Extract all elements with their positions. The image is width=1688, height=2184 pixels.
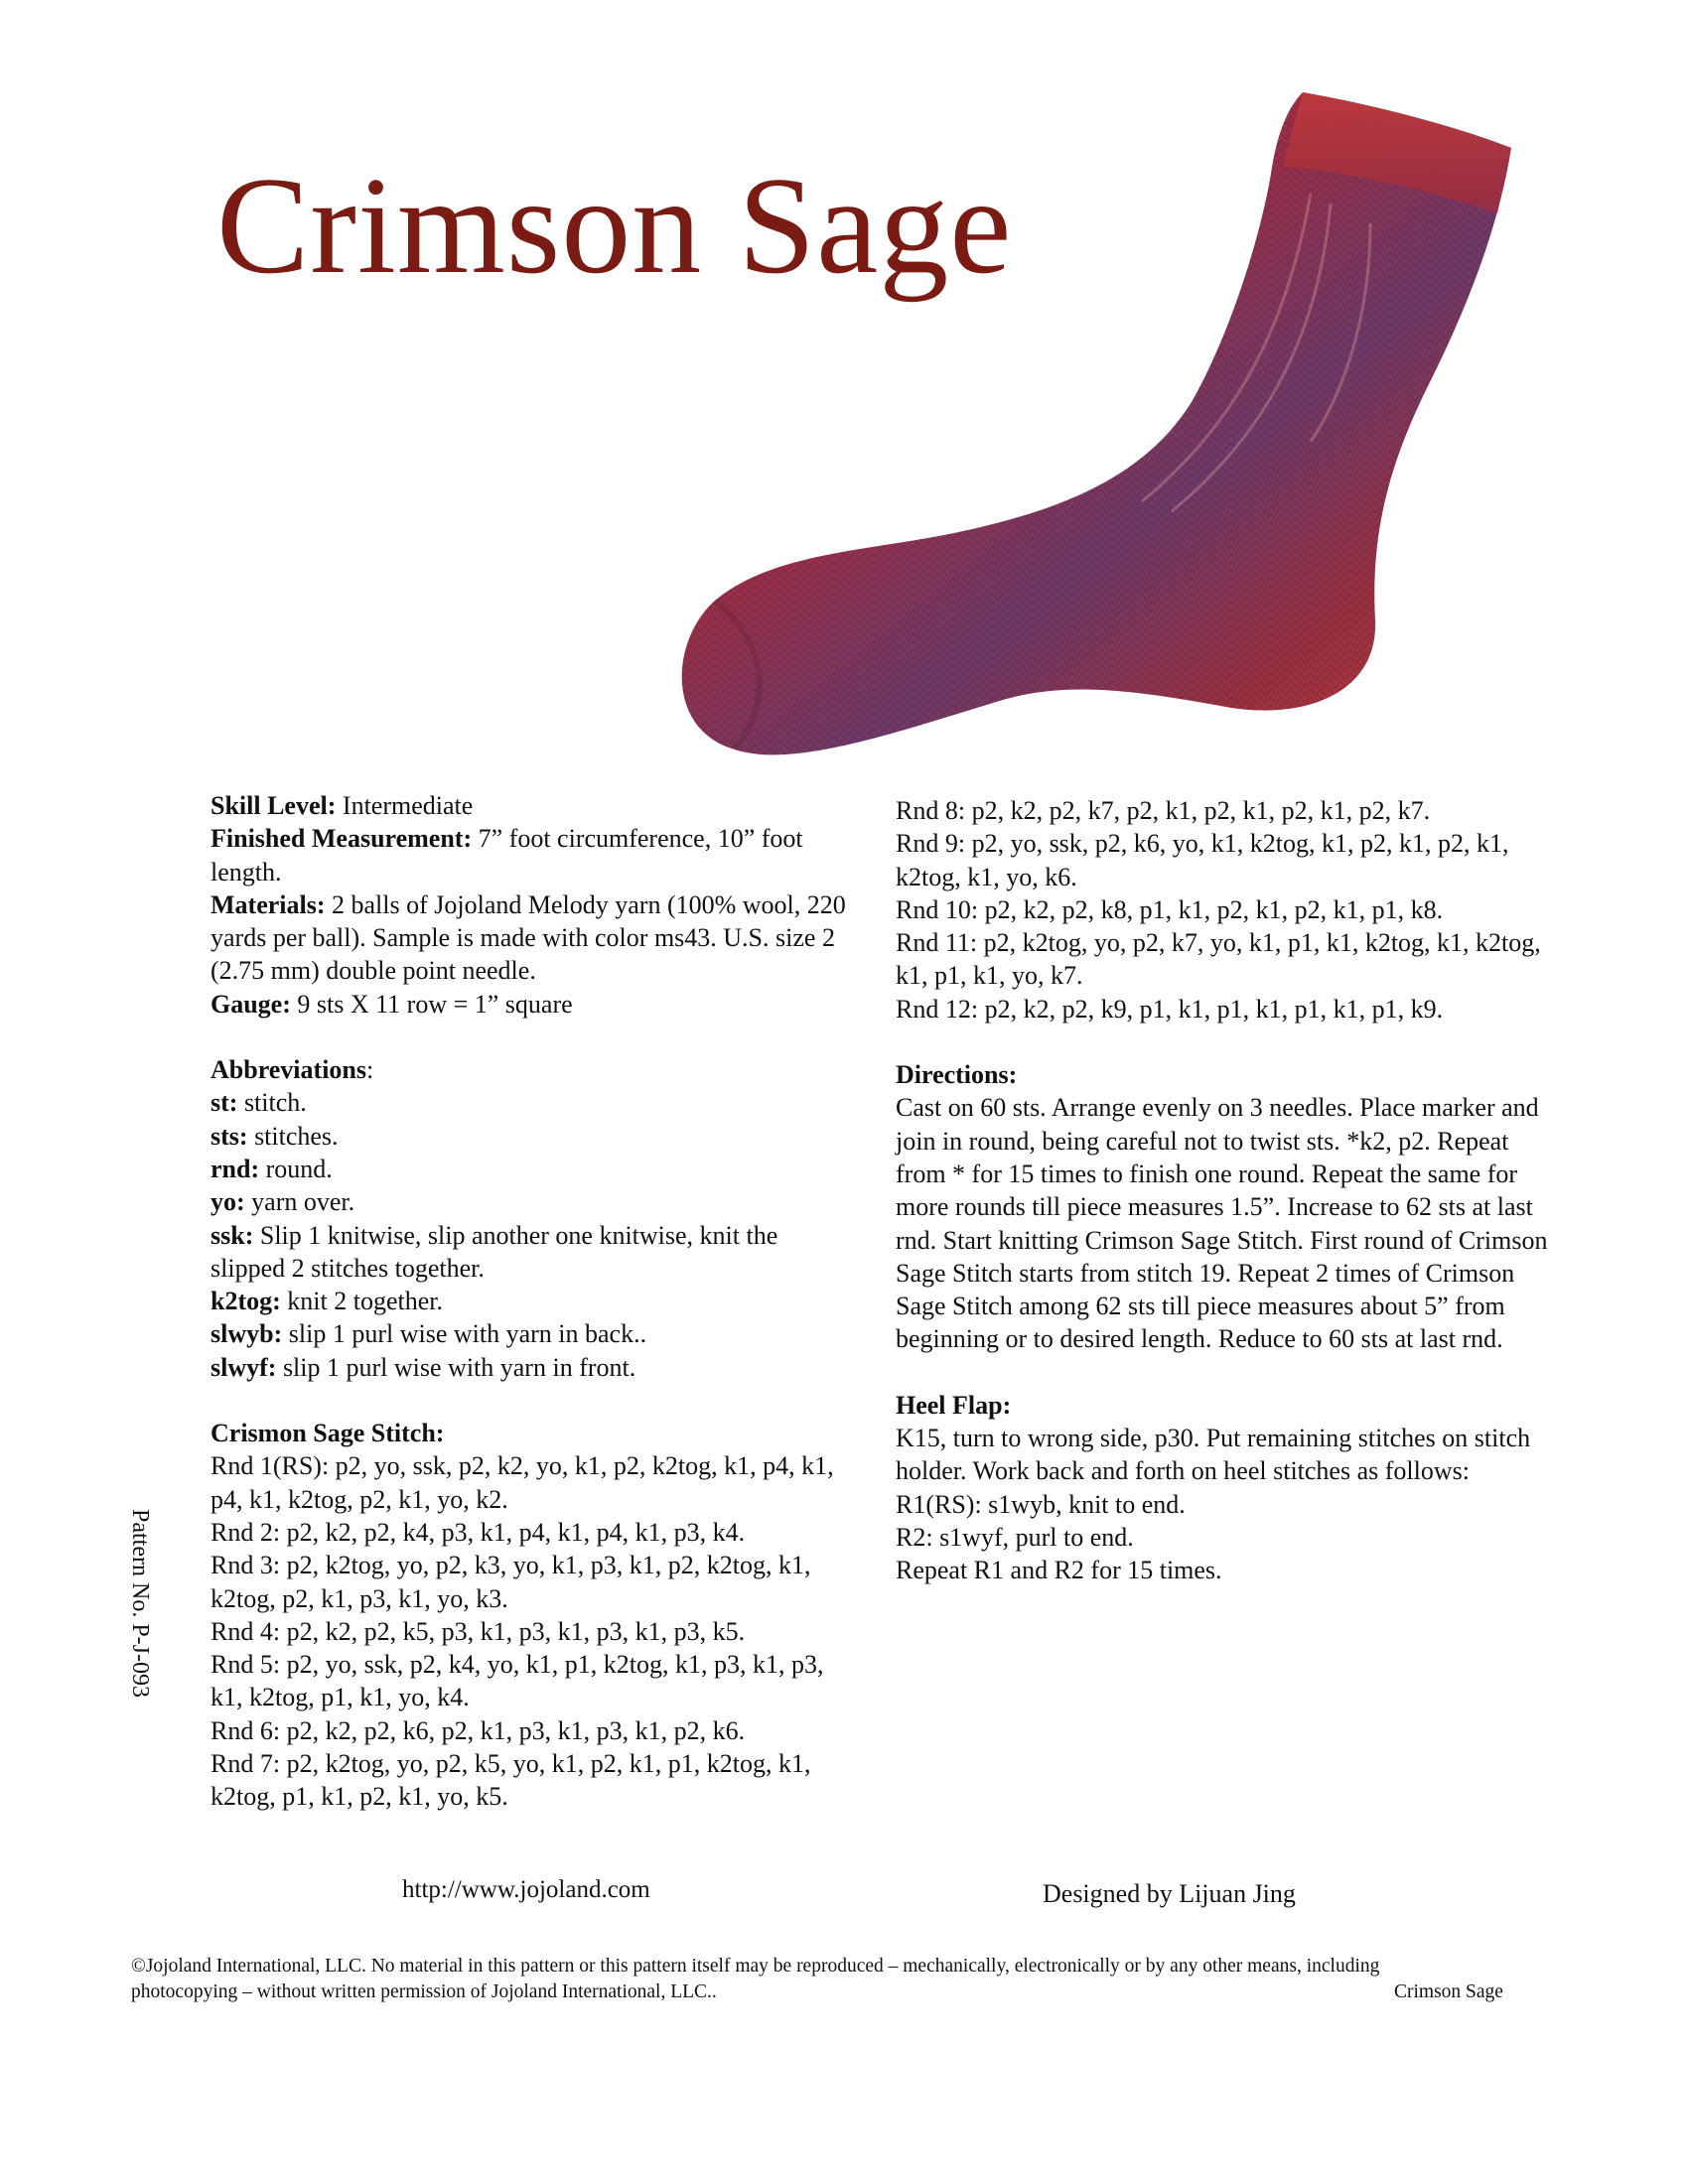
abbr-item: k2tog: knit 2 together. (211, 1287, 443, 1316)
heel-flap-text: K15, turn to wrong side, p30. Put remaining stitches on stitch holder. Work back and forth on heel stitches as follows: (896, 1424, 1531, 1486)
abbr-item: slwyb: slip 1 purl wise with yarn in back.. (211, 1319, 647, 1349)
stitch-round: Rnd 8: p2, k2, p2, k7, p2, k1, p2, k1, p2, k1, p2, k7. (896, 796, 1431, 825)
heel-flap-heading: Heel Flap: (896, 1390, 1012, 1420)
heel-row-1: R1(RS): s1wyb, knit to end. (896, 1489, 1186, 1519)
stitch-round: Rnd 12: p2, k2, p2, k9, p1, k1, p1, k1, p1, k1, p1, k9. (896, 994, 1444, 1024)
heel-row-2: R2: s1wyf, purl to end. (896, 1522, 1134, 1552)
stitch-heading: Crismon Sage Stitch: (211, 1419, 445, 1448)
abbr-item: st: stitch. (211, 1088, 307, 1118)
finished-measurement: Finished Measurement: 7” foot circumference, 10” foot length. (211, 824, 803, 887)
abbr-item: rnd: round. (211, 1154, 333, 1183)
stitch-round: Rnd 5: p2, yo, ssk, p2, k4, yo, k1, p1, k2tog, k1, p3, k1, p3, k1, k2tog, p1, k1, yo, k4. (211, 1650, 824, 1712)
copyright-notice (131, 1954, 1561, 2005)
abbr-item: sts: stitches. (211, 1121, 339, 1151)
stitch-round: Rnd 11: p2, k2tog, yo, p2, k7, yo, k1, p1, k1, k2tog, k1, k2tog, k1, p1, k1, yo, k7. (896, 928, 1541, 991)
right-column (896, 794, 1551, 1587)
copyright-line: ©Jojoland International, LLC. No material in this pattern or this pattern itself may be reproduced – mechanically, electronically or by any other means, including (131, 1956, 1380, 1977)
materials: Materials: 2 balls of Jojoland Melody yarn (100% wool, 220 yards per ball). Sample is made with color ms43. U.S. size 2 (2.75 mm) double point needle. (211, 889, 846, 986)
copyright-line: photocopying – without written permission of Jojoland International, LLC.. (131, 1981, 717, 2002)
stitch-round: Rnd 4: p2, k2, p2, k5, p3, k1, p3, k1, p3, k1, p3, k5. (211, 1616, 746, 1646)
stitch-round: Rnd 2: p2, k2, p2, k4, p3, k1, p4, k1, p4, k1, p3, k4. (211, 1517, 746, 1547)
stitch-round: Rnd 1(RS): p2, yo, ssk, p2, k2, yo, k1, p2, k2tog, k1, p4, k1, p4, k1, k2tog, p2, k1, yo, k2. (211, 1451, 834, 1514)
website-link[interactable]: http://www.jojoland.com (402, 1876, 650, 1903)
designer-credit: Designed by Lijuan Jing (1043, 1879, 1296, 1908)
pattern-number: Pattern No. P-J-093 (127, 1509, 153, 1698)
pattern-title: Crimson Sage (216, 149, 1013, 303)
footer-title: Crimson Sage (1394, 1981, 1503, 2002)
abbreviations-heading: Abbreviations: (211, 1055, 374, 1085)
stitch-round: Rnd 10: p2, k2, p2, k8, p1, k1, p2, k1, p2, k1, p1, k8. (896, 894, 1444, 924)
stitch-round: Rnd 7: p2, k2tog, yo, p2, k5, yo, k1, p2, k1, p1, k2tog, k1, k2tog, p1, k1, p2, k1, yo, k5. (211, 1749, 811, 1812)
knitted-sock-photo (675, 84, 1529, 769)
abbr-item: slwyf: slip 1 purl wise with yarn in front. (211, 1352, 636, 1382)
gauge: Gauge: 9 sts X 11 row = 1” square (211, 989, 573, 1019)
abbr-item: ssk: Slip 1 knitwise, slip another one knitwise, knit the slipped 2 stitches together. (211, 1220, 778, 1283)
stitch-round: Rnd 3: p2, k2tog, yo, p2, k3, yo, k1, p3, k1, p2, k2tog, k1, k2tog, p2, k1, p3, k1, yo, k3. (211, 1551, 811, 1613)
heel-repeat: Repeat R1 and R2 for 15 times. (896, 1556, 1222, 1585)
abbr-item: yo: yarn over. (211, 1187, 355, 1217)
directions-text: Cast on 60 sts. Arrange evenly on 3 needles. Place marker and join in round, being careful not to twist sts. *k2, p2. Repeat from * for 15 times to finish one round. Repeat the same for more rounds till piece measures 1.5”. Increase to 62 sts at last rnd. Start knitting Crimson Sage Stitch. First round of Crimson Sage Stitch starts from stitch 19. Repeat 2 times of Crimson Sage Stitch among 62 sts till piece measures about 5” from beginning or to desired length. Reduce to 60 sts at last rnd. (896, 1093, 1548, 1354)
left-column (211, 789, 856, 1814)
directions-heading: Directions: (896, 1060, 1018, 1090)
stitch-round: Rnd 6: p2, k2, p2, k6, p2, k1, p3, k1, p3, k1, p2, k6. (211, 1715, 746, 1745)
skill-level: Skill Level: Intermediate (211, 791, 474, 820)
stitch-round: Rnd 9: p2, yo, ssk, p2, k6, yo, k1, k2tog, k1, p2, k1, p2, k1, k2tog, k1, yo, k6. (896, 829, 1509, 891)
